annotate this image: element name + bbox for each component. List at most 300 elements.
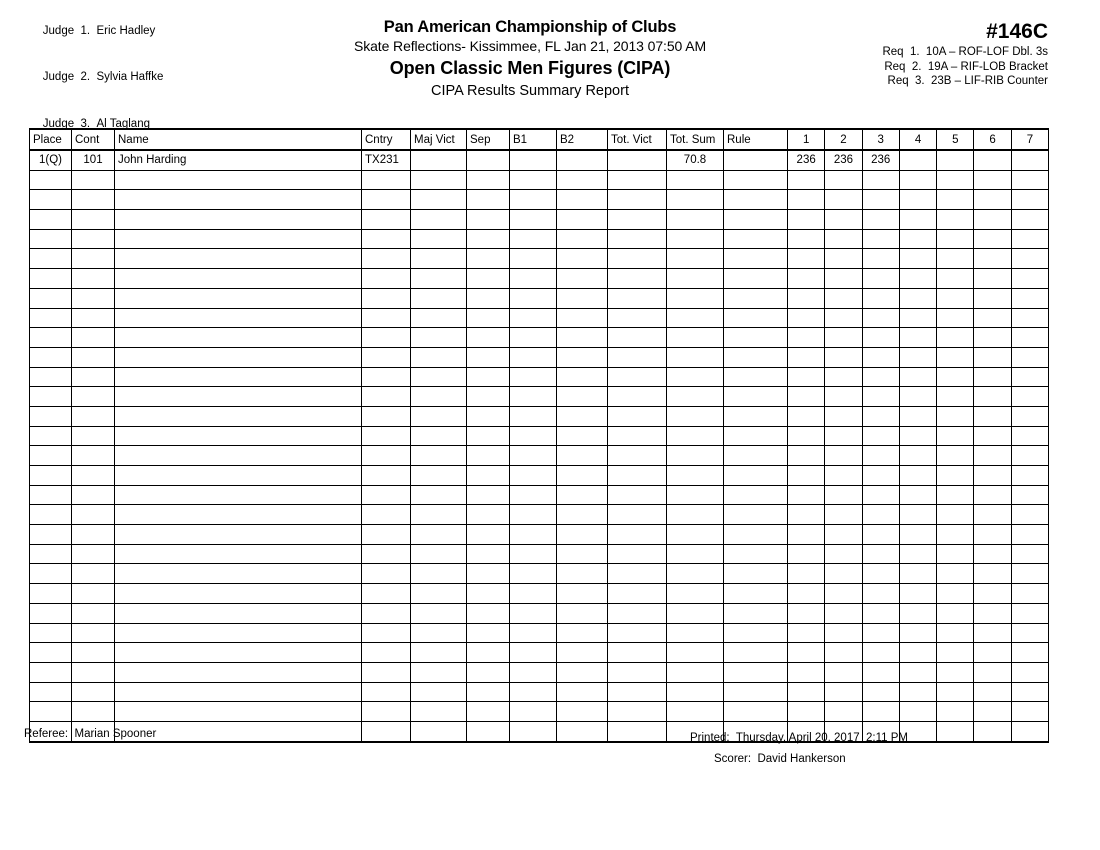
table-row-empty[interactable] (30, 485, 1049, 505)
cell-empty (974, 347, 1011, 367)
cell-empty (30, 702, 72, 722)
column-header-b1: B1 (510, 129, 557, 150)
cell-empty (362, 170, 411, 190)
cell-empty (115, 170, 362, 190)
cell-empty (467, 662, 510, 682)
cell-empty (1011, 446, 1048, 466)
cell-empty (608, 288, 667, 308)
cell-empty (825, 603, 862, 623)
cell-empty (30, 347, 72, 367)
cell-empty (115, 229, 362, 249)
cell-empty (667, 210, 724, 230)
cell-empty (899, 623, 936, 643)
cell-empty (974, 544, 1011, 564)
cell-empty (72, 426, 115, 446)
cell-empty (608, 308, 667, 328)
table-row-empty[interactable] (30, 623, 1049, 643)
cell-empty (724, 210, 788, 230)
cell-empty (30, 210, 72, 230)
cell-empty (115, 485, 362, 505)
cell-empty (557, 564, 608, 584)
cell-empty (362, 328, 411, 348)
cell-empty (825, 485, 862, 505)
cell-empty (788, 584, 825, 604)
cell-empty (362, 564, 411, 584)
judge-entry (30, 55, 163, 102)
printed-timestamp: Printed: Thursday, April 20, 2017 2:11 PM (690, 732, 908, 744)
cell-empty (467, 269, 510, 289)
cell-empty (115, 525, 362, 545)
cell-empty (467, 170, 510, 190)
cell-empty (937, 269, 974, 289)
column-header-cntry: Cntry (362, 129, 411, 150)
cell-empty (974, 367, 1011, 387)
cell-empty (788, 603, 825, 623)
cell-empty (862, 426, 899, 446)
table-row-empty[interactable] (30, 308, 1049, 328)
cell-empty (724, 190, 788, 210)
cell-empty (72, 662, 115, 682)
cell-empty (825, 623, 862, 643)
cell-empty (862, 466, 899, 486)
cell-empty (411, 603, 467, 623)
cell-empty (899, 328, 936, 348)
cell-empty (667, 564, 724, 584)
judge-number: 3. (80, 117, 91, 130)
cell-empty (362, 406, 411, 426)
cell-empty (667, 662, 724, 682)
cell-empty (937, 446, 974, 466)
cell-empty (974, 466, 1011, 486)
cell-empty (862, 603, 899, 623)
cell-empty (608, 466, 667, 486)
cell-empty (1011, 643, 1048, 663)
cell-empty (510, 170, 557, 190)
report-title-block (300, 18, 760, 102)
cell-empty (1011, 269, 1048, 289)
table-row-empty[interactable] (30, 603, 1049, 623)
cell-empty (411, 170, 467, 190)
cell-empty (862, 525, 899, 545)
cell-empty (72, 584, 115, 604)
cell-empty (30, 662, 72, 682)
cell-empty (557, 702, 608, 722)
cell-empty (937, 525, 974, 545)
table-row-empty[interactable] (30, 210, 1049, 230)
cell-empty (862, 643, 899, 663)
cell-empty (788, 269, 825, 289)
table-row-empty[interactable] (30, 702, 1049, 722)
cell-empty (937, 682, 974, 702)
cell-empty (510, 466, 557, 486)
cell-cntry: TX231 (362, 150, 411, 170)
cell-empty (937, 603, 974, 623)
cell-empty (667, 544, 724, 564)
cell-judge-4 (899, 150, 936, 170)
table-row-empty[interactable] (30, 347, 1049, 367)
cell-empty (825, 347, 862, 367)
cell-empty (1011, 682, 1048, 702)
cell-empty (667, 623, 724, 643)
cell-empty (788, 249, 825, 269)
cell-empty (1011, 170, 1048, 190)
cell-empty (510, 229, 557, 249)
cell-empty (72, 485, 115, 505)
cell-empty (1011, 544, 1048, 564)
judge-label: Judge (42, 71, 75, 83)
cell-empty (510, 367, 557, 387)
judge-name: Sylvia Haffke (96, 71, 164, 83)
cell-empty (362, 249, 411, 269)
table-row-empty[interactable] (30, 170, 1049, 190)
cell-empty (825, 544, 862, 564)
table-header-row (30, 129, 1049, 150)
table-row-empty[interactable] (30, 505, 1049, 525)
cell-empty (667, 505, 724, 525)
cell-empty (899, 544, 936, 564)
cell-empty (510, 446, 557, 466)
cell-empty (467, 190, 510, 210)
cell-empty (937, 190, 974, 210)
cell-empty (862, 584, 899, 604)
cell-empty (510, 721, 557, 741)
cell-empty (467, 485, 510, 505)
cell-place: 1(Q) (30, 150, 72, 170)
cell-empty (467, 446, 510, 466)
cell-tot-vict (608, 150, 667, 170)
cell-empty (608, 426, 667, 446)
cell-empty (557, 662, 608, 682)
table-row[interactable] (30, 150, 1049, 170)
cell-empty (724, 623, 788, 643)
judge-entry (30, 8, 163, 55)
cell-empty (467, 584, 510, 604)
cell-empty (974, 485, 1011, 505)
cell-empty (899, 446, 936, 466)
cell-empty (115, 446, 362, 466)
table-row-empty[interactable] (30, 190, 1049, 210)
cell-empty (467, 643, 510, 663)
cell-empty (362, 682, 411, 702)
cell-empty (724, 702, 788, 722)
cell-empty (115, 190, 362, 210)
cell-empty (115, 603, 362, 623)
cell-empty (510, 603, 557, 623)
cell-empty (411, 584, 467, 604)
cell-empty (557, 485, 608, 505)
cell-empty (937, 170, 974, 190)
cell-empty (825, 269, 862, 289)
cell-empty (1011, 721, 1048, 741)
table-row-empty[interactable] (30, 426, 1049, 446)
cell-empty (115, 643, 362, 663)
table-row-empty[interactable] (30, 229, 1049, 249)
cell-empty (115, 269, 362, 289)
cell-empty (557, 269, 608, 289)
cell-empty (510, 308, 557, 328)
cell-empty (30, 525, 72, 545)
cell-empty (72, 623, 115, 643)
cell-empty (411, 387, 467, 407)
cell-empty (974, 426, 1011, 446)
cell-empty (667, 269, 724, 289)
cell-empty (1011, 229, 1048, 249)
cell-empty (510, 682, 557, 702)
table-row-empty[interactable] (30, 544, 1049, 564)
table-row-empty[interactable] (30, 288, 1049, 308)
cell-empty (1011, 564, 1048, 584)
cell-empty (467, 347, 510, 367)
cell-empty (899, 564, 936, 584)
cell-empty (72, 288, 115, 308)
print-info-block (690, 728, 908, 770)
cell-empty (510, 505, 557, 525)
cell-empty (1011, 190, 1048, 210)
cell-empty (30, 603, 72, 623)
cell-empty (467, 603, 510, 623)
cell-empty (467, 367, 510, 387)
cell-empty (411, 721, 467, 741)
cell-empty (557, 308, 608, 328)
cell-empty (899, 288, 936, 308)
table-row-empty[interactable] (30, 328, 1049, 348)
requirement-line: Req 1. 10A – ROF-LOF Dbl. 3s (882, 46, 1048, 58)
cell-empty (667, 170, 724, 190)
cell-empty (974, 564, 1011, 584)
cell-empty (608, 347, 667, 367)
judge-label: Judge (42, 117, 75, 130)
cell-empty (30, 643, 72, 663)
cell-empty (72, 446, 115, 466)
cell-empty (608, 446, 667, 466)
cell-empty (937, 466, 974, 486)
cell-empty (974, 584, 1011, 604)
cell-empty (467, 525, 510, 545)
cell-empty (30, 328, 72, 348)
column-header-tot-vict: Tot. Vict (608, 129, 667, 150)
cell-empty (411, 544, 467, 564)
cell-empty (862, 406, 899, 426)
cell-empty (115, 584, 362, 604)
cell-empty (30, 544, 72, 564)
cell-empty (825, 387, 862, 407)
cell-judge-3: 236 (862, 150, 899, 170)
cell-empty (557, 347, 608, 367)
cell-empty (862, 623, 899, 643)
cell-empty (72, 249, 115, 269)
cell-empty (557, 466, 608, 486)
cell-empty (608, 367, 667, 387)
cell-empty (667, 702, 724, 722)
cell-empty (899, 485, 936, 505)
table-row-empty[interactable] (30, 269, 1049, 289)
cell-empty (411, 249, 467, 269)
cell-empty (30, 387, 72, 407)
cell-empty (608, 564, 667, 584)
column-header-judge-6: 6 (974, 129, 1011, 150)
cell-empty (30, 367, 72, 387)
cell-empty (557, 406, 608, 426)
cell-empty (974, 269, 1011, 289)
cell-empty (974, 682, 1011, 702)
cell-empty (937, 623, 974, 643)
cell-empty (899, 584, 936, 604)
cell-empty (724, 544, 788, 564)
table-row-empty[interactable] (30, 466, 1049, 486)
table-row-empty[interactable] (30, 584, 1049, 604)
cell-empty (411, 308, 467, 328)
cell-empty (72, 367, 115, 387)
cell-empty (788, 170, 825, 190)
cell-empty (862, 190, 899, 210)
cell-empty (608, 249, 667, 269)
table-row-empty[interactable] (30, 564, 1049, 584)
table-row-empty[interactable] (30, 643, 1049, 663)
cell-empty (937, 702, 974, 722)
cell-empty (411, 406, 467, 426)
judge-number: 2. (80, 71, 91, 83)
cell-empty (608, 525, 667, 545)
cell-empty (362, 269, 411, 289)
cell-empty (608, 170, 667, 190)
cell-empty (788, 190, 825, 210)
cell-empty (937, 584, 974, 604)
cell-empty (788, 446, 825, 466)
table-row-empty[interactable] (30, 682, 1049, 702)
cell-empty (411, 564, 467, 584)
cell-empty (974, 702, 1011, 722)
cell-empty (30, 682, 72, 702)
cell-empty (862, 308, 899, 328)
cell-empty (30, 406, 72, 426)
cell-empty (788, 544, 825, 564)
cell-empty (510, 426, 557, 446)
scorer-line: Scorer: David Hankerson (714, 753, 846, 765)
cell-empty (557, 426, 608, 446)
event-number: #146C (986, 20, 1048, 43)
cell-empty (937, 426, 974, 446)
cell-empty (788, 210, 825, 230)
cell-empty (411, 367, 467, 387)
cell-empty (862, 229, 899, 249)
cell-empty (899, 249, 936, 269)
cell-sep (467, 150, 510, 170)
cell-empty (667, 308, 724, 328)
cell-empty (899, 682, 936, 702)
cell-empty (362, 426, 411, 446)
cell-empty (510, 662, 557, 682)
table-row-empty[interactable] (30, 406, 1049, 426)
cell-empty (411, 682, 467, 702)
cell-empty (467, 406, 510, 426)
cell-empty (510, 702, 557, 722)
cell-empty (788, 367, 825, 387)
cell-empty (1011, 466, 1048, 486)
cell-empty (557, 603, 608, 623)
cell-empty (788, 643, 825, 663)
cell-empty (899, 702, 936, 722)
cell-empty (724, 387, 788, 407)
cell-empty (510, 328, 557, 348)
cell-empty (115, 702, 362, 722)
cell-empty (974, 170, 1011, 190)
cell-empty (362, 190, 411, 210)
cell-empty (825, 662, 862, 682)
cell-empty (937, 406, 974, 426)
cell-empty (557, 367, 608, 387)
cell-empty (1011, 328, 1048, 348)
cell-empty (937, 387, 974, 407)
cell-empty (862, 288, 899, 308)
cell-empty (1011, 485, 1048, 505)
cell-empty (1011, 426, 1048, 446)
column-header-judge-4: 4 (899, 129, 936, 150)
cell-empty (899, 406, 936, 426)
cell-empty (862, 682, 899, 702)
judge-label: Judge (42, 24, 75, 37)
cell-empty (667, 426, 724, 446)
table-row-empty[interactable] (30, 387, 1049, 407)
cell-empty (362, 485, 411, 505)
cell-empty (724, 367, 788, 387)
table-row-empty[interactable] (30, 525, 1049, 545)
table-row-empty[interactable] (30, 249, 1049, 269)
cell-empty (115, 210, 362, 230)
cell-empty (862, 662, 899, 682)
column-header-place: Place (30, 129, 72, 150)
cell-empty (667, 643, 724, 663)
cell-empty (557, 544, 608, 564)
cell-empty (608, 269, 667, 289)
cell-empty (467, 328, 510, 348)
column-header-judge-2: 2 (825, 129, 862, 150)
cell-empty (608, 721, 667, 741)
cell-empty (974, 229, 1011, 249)
cell-empty (115, 682, 362, 702)
cell-empty (862, 544, 899, 564)
cell-empty (788, 485, 825, 505)
cell-empty (724, 308, 788, 328)
cell-empty (1011, 288, 1048, 308)
cell-empty (862, 505, 899, 525)
cell-empty (667, 682, 724, 702)
cell-empty (115, 387, 362, 407)
cell-empty (825, 426, 862, 446)
cell-empty (557, 584, 608, 604)
judges-panel (30, 8, 163, 148)
cell-empty (411, 662, 467, 682)
cell-empty (115, 426, 362, 446)
cell-empty (724, 170, 788, 190)
cell-empty (72, 229, 115, 249)
cell-empty (724, 564, 788, 584)
cell-empty (362, 288, 411, 308)
table-row-empty[interactable] (30, 367, 1049, 387)
cell-empty (788, 387, 825, 407)
event-requirements-block (882, 20, 1048, 89)
cell-empty (974, 406, 1011, 426)
cell-empty (788, 564, 825, 584)
table-row-empty[interactable] (30, 662, 1049, 682)
cell-empty (30, 466, 72, 486)
cell-empty (974, 643, 1011, 663)
cell-empty (724, 525, 788, 545)
cell-empty (115, 505, 362, 525)
cell-judge-2: 236 (825, 150, 862, 170)
table-row-empty[interactable] (30, 446, 1049, 466)
cell-empty (825, 249, 862, 269)
cell-empty (937, 308, 974, 328)
